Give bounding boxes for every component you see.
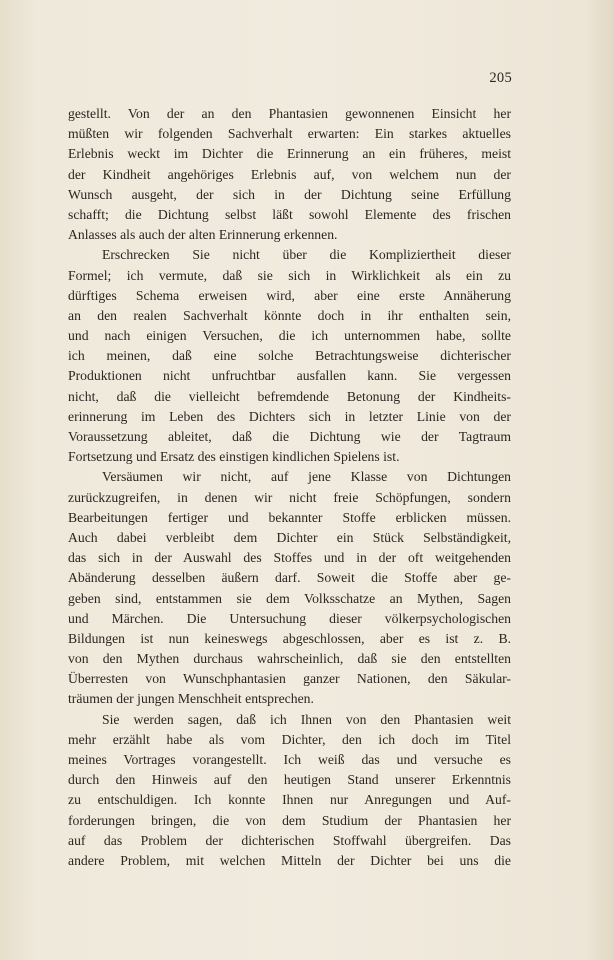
text-line: Bearbeitungen fertiger und bekannter Stoffe erblicken müssen.: [68, 509, 511, 525]
text-line: der Kindheit angehöriges Erlebnis auf, von welchem nun der: [68, 166, 511, 182]
text-line: Bildungen ist nun keineswegs abgeschlossen, aber es ist z. B.: [68, 630, 511, 646]
text-line: Abänderung desselben äußern darf. Soweit die Stoffe aber ge-: [68, 570, 511, 586]
text-line: und Märchen. Die Untersuchung dieser völkerpsychologischen: [68, 610, 511, 626]
paragraph-1: [68, 104, 511, 245]
text-line: zurückzugreifen, in denen wir nicht freie Schöpfungen, sondern: [68, 489, 511, 505]
text-line: meines Vortrages vorangestellt. Ich weiß das und versuche es: [68, 752, 511, 767]
text-line: Anlasses als auch der alten Erinnerung erkennen.: [68, 227, 338, 243]
page-number: 205: [489, 70, 512, 86]
text-line: erinnerung im Leben des Dichters sich in letzter Linie von der: [68, 408, 511, 424]
text-line: forderungen bringen, die von dem Studium der Phantasien her: [68, 812, 511, 828]
text-line: gestellt. Von der an den Phantasien gewonnenen Einsicht her: [68, 106, 511, 121]
text-line: Auch dabei verbleibt dem Dichter ein Stück Selbständigkeit,: [68, 529, 511, 545]
text-line: durch den Hinweis auf den heutigen Stand unserer Erkenntnis: [68, 772, 511, 788]
text-line: Versäumen wir nicht, auf jene Klasse von Dichtungen: [102, 469, 511, 485]
text-line: Fortsetzung und Ersatz des einstigen kindlichen Spielens ist.: [68, 449, 400, 465]
text-line: Sie werden sagen, daß ich Ihnen von den Phantasien weit: [102, 711, 511, 727]
text-line: zu entschuldigen. Ich konnte Ihnen nur Anregungen und Auf-: [68, 792, 511, 808]
text-line: nicht, daß die vielleicht befremdende Betonung der Kindheits-: [68, 388, 511, 404]
body-text: [68, 104, 511, 871]
paragraph-3: [68, 467, 511, 709]
text-line: Erlebnis weckt im Dichter die Erinnerung an ein früheres, meist: [68, 146, 511, 162]
text-line: Wunsch ausgeht, der sich in der Dichtung seine Erfüllung: [68, 186, 511, 202]
text-line: Überresten von Wunschphantasien ganzer Nationen, den Säkular-: [68, 671, 511, 687]
text-line: dürftiges Schema erweisen wird, aber eine erste Annäherung: [68, 287, 511, 303]
text-line: Produktionen nicht unfruchtbar ausfallen kann. Sie vergessen: [68, 368, 511, 384]
text-line: andere Problem, mit welchen Mitteln der Dichter bei uns die: [68, 852, 511, 868]
text-line: müßten wir folgenden Sachverhalt erwarten: Ein starkes aktuelles: [68, 126, 511, 142]
text-line: geben sind, entstammen sie dem Volksschatze an Mythen, Sagen: [68, 590, 511, 606]
text-line: und nach einigen Versuchen, die ich unternommen habe, sollte: [68, 328, 511, 344]
paragraph-2: [68, 245, 511, 467]
text-line: Erschrecken Sie nicht über die Kompliziertheit dieser: [102, 247, 511, 263]
text-line: Formel; ich vermute, daß sie sich in Wirklichkeit als ein zu: [68, 267, 511, 283]
text-line: an den realen Sachverhalt könnte doch in ihr enthalten sein,: [68, 307, 511, 323]
text-line: träumen der jungen Menschheit entsprechen.: [68, 691, 314, 707]
text-line: auf das Problem der dichterischen Stoffwahl übergreifen. Das: [68, 832, 511, 848]
text-line: das sich in der Auswahl des Stoffes und in der oft weitgehenden: [68, 550, 511, 566]
text-line: mehr erzählt habe als vom Dichter, den ich doch im Titel: [68, 731, 511, 747]
text-line: Voraussetzung ableitet, daß die Dichtung wie der Tagtraum: [68, 429, 511, 444]
paragraph-4: [68, 710, 511, 872]
text-line: ich meinen, daß eine solche Betrachtungsweise dichterischer: [68, 348, 511, 364]
text-line: schafft; die Dichtung selbst läßt sowohl Elemente des frischen: [68, 206, 511, 222]
text-line: von den Mythen durchaus wahrscheinlich, daß sie den entstellten: [68, 651, 511, 667]
